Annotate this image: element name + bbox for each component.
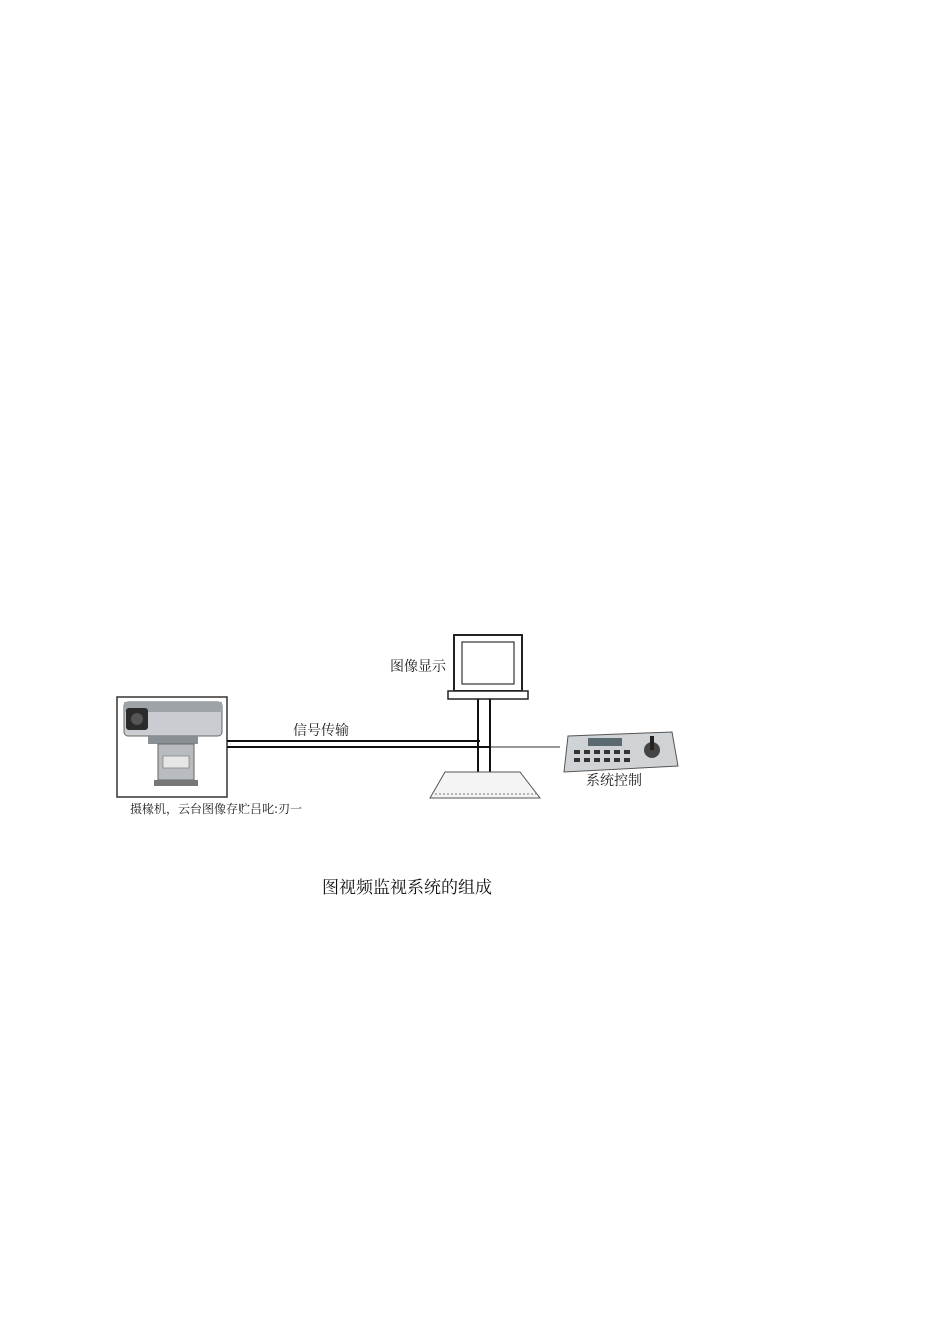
label-display: 图像显示 [390, 659, 446, 675]
label-camera: 摄椽机，云台图像存贮吕叱:刃一 [130, 802, 303, 816]
label-signal: 信号传输 [293, 723, 349, 739]
figure-caption: 图视频监视系统的组成 [322, 878, 492, 898]
monitor-icon [448, 635, 528, 780]
system-diagram [100, 620, 560, 820]
label-control: 系统控制 [586, 773, 642, 789]
recorder-icon [430, 772, 540, 798]
control-keyboard [560, 728, 680, 798]
